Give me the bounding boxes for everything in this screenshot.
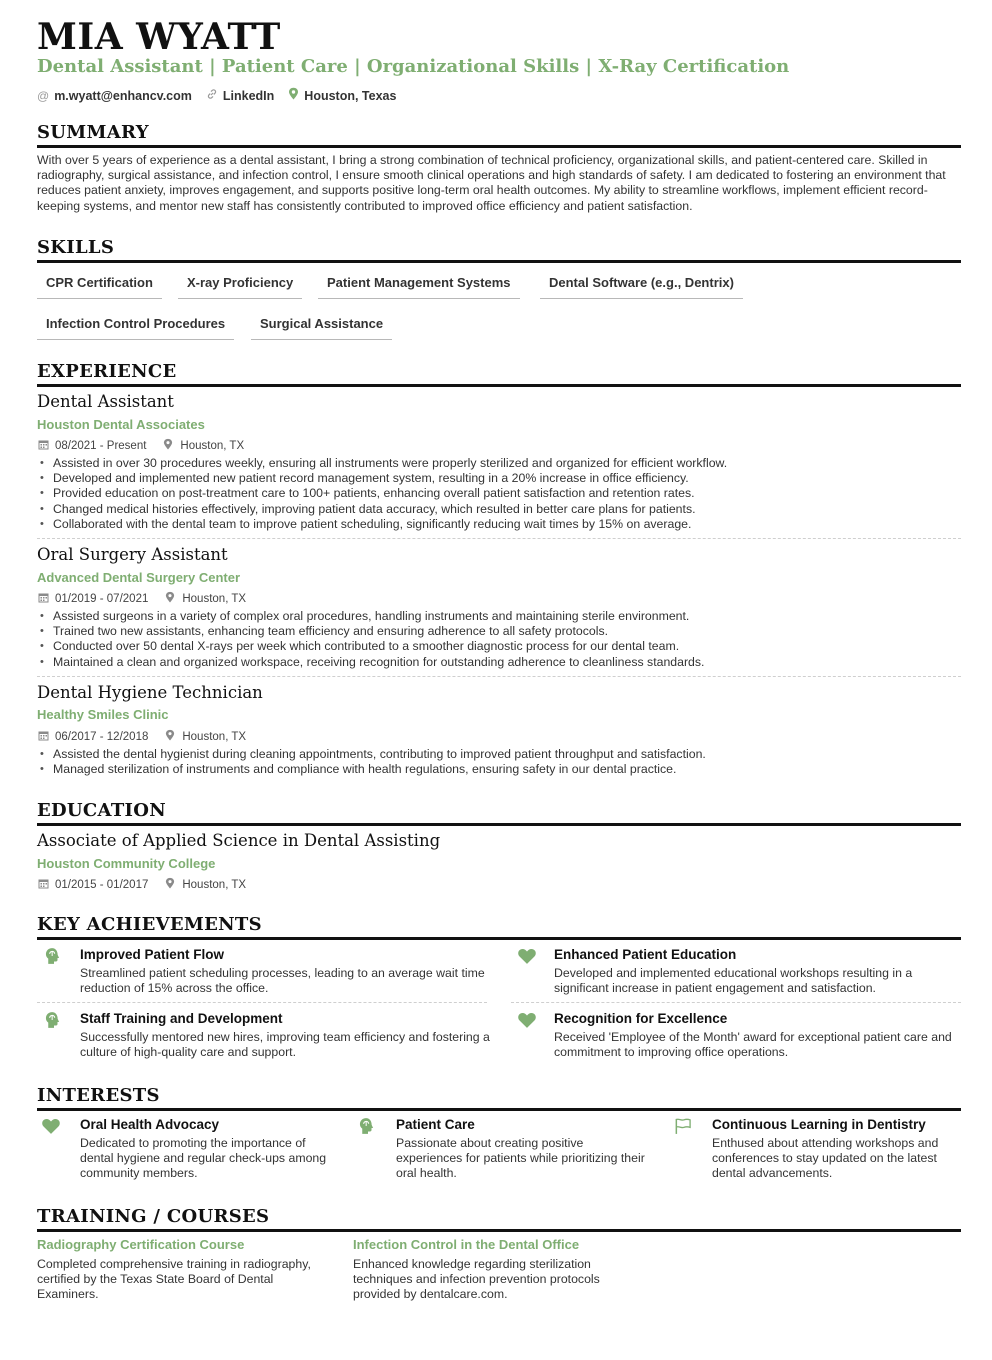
calendar-icon [37, 592, 49, 607]
job-bullets [37, 747, 961, 777]
heart-icon [517, 1010, 537, 1030]
at-icon: @ [37, 88, 50, 103]
map-pin-icon [162, 438, 174, 454]
job-dates: 08/2021 - Present [55, 440, 147, 452]
job-title: Dental Hygiene Technician [37, 683, 263, 702]
calendar-icon [37, 730, 49, 745]
achievements-heading: KEY ACHIEVEMENTS [37, 914, 961, 940]
flag-icon [673, 1116, 693, 1136]
achievement-title: Staff Training and Development [80, 1011, 283, 1026]
headline: Dental Assistant | Patient Care | Organizational Skills | X-Ray Certification [37, 56, 790, 77]
divider [37, 1002, 487, 1003]
divider [511, 1002, 961, 1003]
bullet-item: • Assisted the dental hygienist during cleaning appointments, contributing to improved patient throughput and satisfaction. [37, 747, 961, 762]
achievement-title: Recognition for Excellence [554, 1011, 728, 1026]
skill-tag: Dental Software (e.g., Dentrix) [540, 274, 743, 299]
candidate-name: MIA WYATT [37, 16, 281, 58]
bullet-item: • Provided education on post-treatment care to 100+ patients, enhancing overall patient satisfaction and retention rates. [37, 486, 961, 501]
education-dates: 01/2015 - 01/2017 [55, 879, 149, 891]
job-meta [37, 438, 244, 454]
experience-heading: EXPERIENCE [37, 361, 961, 387]
company-name: Houston Dental Associates [37, 417, 205, 432]
location-item [288, 87, 396, 104]
link-icon [206, 88, 218, 104]
interest-title: Oral Health Advocacy [80, 1117, 220, 1132]
interest-desc: Dedicated to promoting the importance of dental hygiene and regular check-ups among community members. [80, 1136, 327, 1181]
job-dates: 01/2019 - 07/2021 [55, 593, 149, 605]
interest-title: Patient Care [396, 1117, 475, 1132]
skill-tag: Surgical Assistance [251, 315, 392, 340]
brain-icon [357, 1116, 377, 1136]
calendar-icon [37, 878, 49, 893]
course-desc: Enhanced knowledge regarding sterilization techniques and infection prevention protocols provided by dentalcare.com. [353, 1257, 600, 1302]
job-dates: 06/2017 - 12/2018 [55, 731, 149, 743]
job-bullets [37, 609, 961, 670]
job-title: Dental Assistant [37, 392, 174, 411]
course-title: Infection Control in the Dental Office [353, 1237, 580, 1252]
job-bullets [37, 456, 961, 532]
bullet-item: • Changed medical histories effectively, improving patient data accuracy, which resulted in better care plans for patients. [37, 502, 961, 517]
interest-desc: Passionate about creating positive experiences for patients while prioritizing their oral health. [396, 1136, 645, 1181]
achievement-desc: Developed and implemented educational workshops resulting in a significant increase in patient engagement and satisfaction. [554, 966, 913, 996]
skill-tag: X-ray Proficiency [178, 274, 302, 299]
achievement-desc: Successfully mentored new hires, improving team efficiency and fostering a culture of high-quality care and support. [80, 1030, 490, 1060]
training-heading: TRAINING / COURSES [37, 1206, 961, 1232]
divider [37, 538, 961, 539]
map-pin-icon [164, 729, 176, 745]
interest-desc: Enthused about attending workshops and conferences to stay updated on the latest dental advancements. [712, 1136, 939, 1181]
heart-icon [41, 1116, 61, 1136]
company-name: Advanced Dental Surgery Center [37, 570, 241, 585]
achievement-title: Improved Patient Flow [80, 947, 225, 962]
course-item [353, 1237, 653, 1303]
email-item[interactable] [37, 87, 192, 104]
interests-heading: INTERESTS [37, 1085, 961, 1111]
course-title: Radiography Certification Course [37, 1237, 245, 1252]
skill-tag: Infection Control Procedures [37, 315, 234, 340]
map-pin-icon [164, 591, 176, 607]
brain-icon [43, 946, 63, 966]
skills-heading: SKILLS [37, 237, 961, 263]
job-title: Oral Surgery Assistant [37, 545, 228, 564]
company-name: Healthy Smiles Clinic [37, 707, 169, 722]
map-pin-icon [288, 87, 299, 104]
map-pin-icon [164, 877, 176, 893]
job-location: Houston, TX [180, 440, 245, 452]
job-meta [37, 729, 246, 745]
bullet-item: • Developed and implemented new patient record management system, resulting in a 20% increase in office efficiency. [37, 471, 961, 486]
linkedin-text: LinkedIn [222, 88, 275, 103]
school-name: Houston Community College [37, 856, 216, 871]
bullet-item: • Assisted in over 30 procedures weekly, ensuring all instruments were properly sterilized and organized for efficient workflow. [37, 456, 961, 471]
location-text: Houston, Texas [304, 88, 397, 103]
degree-title: Associate of Applied Science in Dental Assisting [37, 831, 441, 850]
email-text: m.wyatt@enhancv.com [54, 88, 192, 103]
interest-title: Continuous Learning in Dentistry [712, 1117, 926, 1132]
bullet-item: • Collaborated with the dental team to improve patient scheduling, significantly reducing wait times by 15% on average. [37, 517, 961, 532]
bullet-item: • Managed sterilization of instruments and compliance with health regulations, ensuring safety in our dental practice. [37, 762, 961, 777]
summary-text: With over 5 years of experience as a dental assistant, I bring a strong combination of technical proficiency, organizational skills, and patient-centered care. Skilled in radiography, surgical assistance, and infection control, I ensure smooth clinical operations and high standards of safety. I am dedicated to fostering an environment that reduces patient anxiety, improves engagement, and supports positive long-term oral health outcomes. My ability to streamline workflows, implement efficient record-keeping systems, and mentor new staff has consistently contributed to improved office efficiency and patient satisfaction. [37, 153, 946, 213]
course-desc: Completed comprehensive training in radiography, certified by the Texas State Board of Dental Examiners. [37, 1257, 311, 1302]
divider [37, 676, 961, 677]
achievement-title: Enhanced Patient Education [554, 947, 737, 962]
summary-heading: SUMMARY [37, 122, 961, 148]
job-meta [37, 591, 246, 607]
linkedin-item[interactable] [206, 87, 274, 104]
brain-icon [43, 1010, 63, 1030]
job-location: Houston, TX [182, 593, 247, 605]
education-location: Houston, TX [182, 879, 247, 891]
skill-tag: CPR Certification [37, 274, 162, 299]
course-item [37, 1237, 337, 1303]
bullet-item: • Maintained a clean and organized workspace, receiving recognition for outstanding adherence to cleanliness standards. [37, 655, 961, 670]
calendar-icon [37, 439, 49, 454]
education-heading: EDUCATION [37, 800, 961, 826]
achievement-desc: Streamlined patient scheduling processes, leading to an average wait time reduction of 15% across the office. [80, 966, 485, 996]
contact-bar [37, 87, 396, 104]
education-meta [37, 877, 246, 893]
bullet-item: • Conducted over 50 dental X-rays per week which contributed to a smoother diagnostic process for our dental team. [37, 639, 961, 654]
achievement-desc: Received 'Employee of the Month' award for exceptional patient care and commitment to improving office operations. [554, 1030, 952, 1060]
job-location: Houston, TX [182, 731, 247, 743]
skill-tag: Patient Management Systems [318, 274, 520, 299]
bullet-item: • Trained two new assistants, enhancing team efficiency and ensuring adherence to all safety protocols. [37, 624, 961, 639]
bullet-item: • Assisted surgeons in a variety of complex oral procedures, handling instruments and maintaining sterile environment. [37, 609, 961, 624]
heart-icon [517, 946, 537, 966]
